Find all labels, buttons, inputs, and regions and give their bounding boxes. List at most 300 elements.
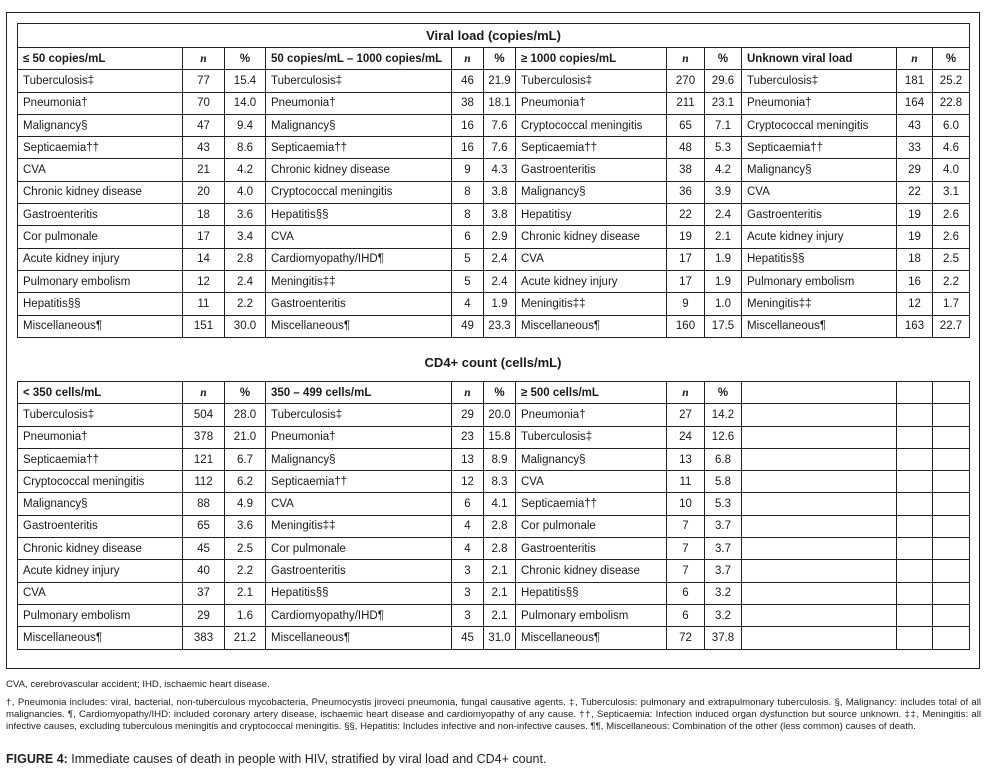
percent-cell: 20.0 [484, 404, 516, 426]
cause-cell: Pneumonia† [18, 92, 183, 114]
n-cell: 4 [452, 538, 484, 560]
cause-cell: Gastroenteritis [266, 293, 452, 315]
percent-header: % [933, 48, 970, 70]
cause-cell: Hepatitisy [516, 204, 667, 226]
table-row [18, 159, 970, 181]
cause-cell: Tuberculosis‡ [516, 70, 667, 92]
percent-cell: 28.0 [225, 404, 266, 426]
cause-cell: Meningitis‡‡ [266, 515, 452, 537]
n-cell: 112 [183, 471, 225, 493]
cause-cell: Malignancy§ [266, 448, 452, 470]
cause-cell: Cryptococcal meningitis [18, 471, 183, 493]
percent-cell: 2.2 [225, 293, 266, 315]
cause-cell: Tuberculosis‡ [266, 404, 452, 426]
n-cell: 40 [183, 560, 225, 582]
percent-cell: 2.8 [484, 538, 516, 560]
n-cell: 6 [667, 582, 705, 604]
table-row [18, 92, 970, 114]
n-cell: 47 [183, 114, 225, 136]
n-cell: 16 [897, 270, 933, 292]
viral-load-table [17, 23, 970, 338]
n-cell [897, 604, 933, 626]
cause-cell: CVA [516, 471, 667, 493]
cause-cell: Tuberculosis‡ [516, 426, 667, 448]
cause-cell [742, 604, 897, 626]
n-cell: 164 [897, 92, 933, 114]
cause-cell: Gastroenteritis [742, 204, 897, 226]
percent-cell: 14.2 [705, 404, 742, 426]
cause-cell [742, 471, 897, 493]
percent-cell: 2.1 [484, 582, 516, 604]
figure-caption-text: Immediate causes of death in people with HIV, stratified by viral load and CD4+ count. [67, 752, 547, 766]
table-row [18, 404, 970, 426]
percent-cell: 31.0 [484, 627, 516, 649]
percent-cell: 7.6 [484, 137, 516, 159]
percent-cell: 21.2 [225, 627, 266, 649]
percent-cell: 4.0 [933, 159, 970, 181]
percent-cell: 22.8 [933, 92, 970, 114]
table-row [18, 137, 970, 159]
n-cell: 12 [183, 270, 225, 292]
cause-cell: Hepatitis§§ [742, 248, 897, 270]
group-header: ≥ 500 cells/mL [516, 382, 667, 404]
n-header: n [452, 48, 484, 70]
cause-cell: Pneumonia† [742, 92, 897, 114]
percent-cell: 4.6 [933, 137, 970, 159]
table-row [18, 248, 970, 270]
n-cell: 8 [452, 204, 484, 226]
header-row [18, 382, 970, 404]
group-header: 50 copies/mL – 1000 copies/mL [266, 48, 452, 70]
percent-cell: 15.8 [484, 426, 516, 448]
cause-cell: CVA [742, 181, 897, 203]
percent-cell: 30.0 [225, 315, 266, 337]
percent-cell: 3.1 [933, 181, 970, 203]
percent-cell: 18.1 [484, 92, 516, 114]
n-cell: 29 [452, 404, 484, 426]
n-cell: 88 [183, 493, 225, 515]
cause-cell: Miscellaneous¶ [266, 627, 452, 649]
n-cell [897, 426, 933, 448]
table-row [18, 426, 970, 448]
n-cell: 8 [452, 181, 484, 203]
table-row [18, 181, 970, 203]
cause-cell: Pulmonary embolism [742, 270, 897, 292]
percent-cell: 4.0 [225, 181, 266, 203]
n-cell: 10 [667, 493, 705, 515]
n-cell: 33 [897, 137, 933, 159]
percent-cell: 37.8 [705, 627, 742, 649]
n-cell: 72 [667, 627, 705, 649]
n-cell: 19 [897, 226, 933, 248]
viral_load-title-row [18, 24, 970, 48]
percent-cell: 25.2 [933, 70, 970, 92]
cause-cell: Septicaemia†† [266, 471, 452, 493]
n-cell: 46 [452, 70, 484, 92]
cause-cell [742, 560, 897, 582]
table-row [18, 226, 970, 248]
percent-cell: 15.4 [225, 70, 266, 92]
cause-cell: Pulmonary embolism [18, 604, 183, 626]
n-cell: 11 [183, 293, 225, 315]
percent-header: % [705, 382, 742, 404]
n-cell [897, 515, 933, 537]
percent-cell: 1.9 [484, 293, 516, 315]
cause-cell: Miscellaneous¶ [516, 315, 667, 337]
percent-cell: 4.1 [484, 493, 516, 515]
cause-cell: Meningitis‡‡ [742, 293, 897, 315]
percent-cell: 3.7 [705, 560, 742, 582]
table-row [18, 114, 970, 136]
percent-cell: 6.8 [705, 448, 742, 470]
cause-cell: Pulmonary embolism [18, 270, 183, 292]
cause-cell: Chronic kidney disease [266, 159, 452, 181]
percent-header [933, 382, 970, 404]
n-cell: 38 [452, 92, 484, 114]
table-row [18, 448, 970, 470]
table-row [18, 315, 970, 337]
n-cell: 65 [667, 114, 705, 136]
percent-cell: 1.9 [705, 248, 742, 270]
cause-cell: Tuberculosis‡ [18, 70, 183, 92]
cause-cell: Miscellaneous¶ [742, 315, 897, 337]
percent-cell: 3.6 [225, 204, 266, 226]
percent-cell [933, 471, 970, 493]
percent-cell: 1.6 [225, 604, 266, 626]
percent-header: % [225, 48, 266, 70]
cause-cell: Acute kidney injury [516, 270, 667, 292]
table-row [18, 471, 970, 493]
cause-cell: Tuberculosis‡ [18, 404, 183, 426]
n-header: n [452, 382, 484, 404]
cause-cell: Cardiomyopathy/IHD¶ [266, 248, 452, 270]
n-cell: 43 [897, 114, 933, 136]
n-cell: 43 [183, 137, 225, 159]
cause-cell: Cryptococcal meningitis [516, 114, 667, 136]
cause-cell: Tuberculosis‡ [266, 70, 452, 92]
n-header: n [667, 48, 705, 70]
cause-cell: Miscellaneous¶ [516, 627, 667, 649]
n-cell: 7 [667, 538, 705, 560]
percent-cell [933, 582, 970, 604]
n-cell: 6 [452, 226, 484, 248]
percent-cell: 3.2 [705, 582, 742, 604]
n-cell: 6 [452, 493, 484, 515]
percent-cell: 4.3 [484, 159, 516, 181]
percent-cell: 2.4 [484, 270, 516, 292]
cause-cell [742, 582, 897, 604]
cause-cell: Septicaemia†† [18, 448, 183, 470]
n-cell: 36 [667, 181, 705, 203]
n-cell: 13 [452, 448, 484, 470]
n-cell: 16 [452, 114, 484, 136]
percent-cell: 3.8 [484, 181, 516, 203]
percent-header: % [225, 382, 266, 404]
group-header: ≥ 1000 copies/mL [516, 48, 667, 70]
percent-cell: 2.2 [933, 270, 970, 292]
n-cell: 151 [183, 315, 225, 337]
cause-cell: Gastroenteritis [266, 560, 452, 582]
n-cell: 18 [897, 248, 933, 270]
cause-cell: Pneumonia† [266, 426, 452, 448]
cd4-count-table [17, 381, 970, 650]
percent-cell: 2.1 [484, 604, 516, 626]
percent-cell [933, 404, 970, 426]
cause-cell: Septicaemia†† [516, 137, 667, 159]
n-cell: 211 [667, 92, 705, 114]
n-cell: 29 [897, 159, 933, 181]
n-cell: 49 [452, 315, 484, 337]
cause-cell [742, 627, 897, 649]
n-cell: 21 [183, 159, 225, 181]
table-row [18, 293, 970, 315]
n-cell [897, 560, 933, 582]
cause-cell: Pulmonary embolism [516, 604, 667, 626]
percent-cell: 7.1 [705, 114, 742, 136]
group-header: Unknown viral load [742, 48, 897, 70]
percent-cell: 3.9 [705, 181, 742, 203]
percent-cell [933, 426, 970, 448]
cause-cell: Malignancy§ [266, 114, 452, 136]
n-cell: 121 [183, 448, 225, 470]
n-cell: 7 [667, 515, 705, 537]
group-header [742, 382, 897, 404]
cause-cell: Malignancy§ [516, 181, 667, 203]
abbreviations-note: CVA, cerebrovascular accident; IHD, ischaemic heart disease. [6, 679, 270, 690]
percent-cell: 3.6 [225, 515, 266, 537]
percent-cell: 5.8 [705, 471, 742, 493]
n-cell: 5 [452, 248, 484, 270]
n-cell: 383 [183, 627, 225, 649]
cause-cell: Acute kidney injury [18, 560, 183, 582]
percent-cell: 12.6 [705, 426, 742, 448]
n-cell: 16 [452, 137, 484, 159]
percent-cell: 9.4 [225, 114, 266, 136]
cause-cell: Pneumonia† [516, 92, 667, 114]
cause-cell: Acute kidney injury [18, 248, 183, 270]
percent-cell: 4.2 [225, 159, 266, 181]
n-header: n [667, 382, 705, 404]
cause-cell: Septicaemia†† [742, 137, 897, 159]
percent-cell: 2.5 [933, 248, 970, 270]
percent-cell: 4.2 [705, 159, 742, 181]
cause-cell [742, 538, 897, 560]
percent-cell: 2.4 [705, 204, 742, 226]
n-cell: 27 [667, 404, 705, 426]
footnotes: †, Pneumonia includes: viral, bacterial, non-tuberculous mycobacteria, Pneumocystis jiroveci pneumonia, fungal causative agents. ‡, Tuberculosis: pulmonary and extrapulmonary tuberculosis. §, Malignancy: includes total of all malignancies. ¶, Cardiomyopathy/IHD: included coronary artery disease, ischaemic heart disease and cardiomyopathy of any cause. ††, Septicaemia: Infection induced organ dysfunction but source unknown. ‡‡, Meningitis: all infective causes, excluding tuberculous meningitis and cryptococcal meningitis. §§, Hepatitis: Includes infective and non-infective causes. ¶¶, Miscellaneous: Combination of the other (less common) causes of death. [6, 697, 981, 733]
n-cell: 270 [667, 70, 705, 92]
cause-cell: Cor pulmonale [18, 226, 183, 248]
table-row [18, 627, 970, 649]
table-row [18, 204, 970, 226]
percent-cell: 6.0 [933, 114, 970, 136]
percent-cell: 2.6 [933, 226, 970, 248]
percent-header: % [484, 382, 516, 404]
table-row [18, 270, 970, 292]
table-row [18, 604, 970, 626]
n-cell: 23 [452, 426, 484, 448]
cause-cell: Cor pulmonale [266, 538, 452, 560]
cause-cell: CVA [18, 582, 183, 604]
n-cell: 378 [183, 426, 225, 448]
table-row [18, 560, 970, 582]
n-cell: 13 [667, 448, 705, 470]
percent-cell: 5.3 [705, 493, 742, 515]
n-cell: 48 [667, 137, 705, 159]
n-cell: 70 [183, 92, 225, 114]
percent-cell [933, 560, 970, 582]
percent-cell: 2.5 [225, 538, 266, 560]
percent-cell [933, 627, 970, 649]
n-cell: 12 [452, 471, 484, 493]
n-cell: 3 [452, 560, 484, 582]
n-header: n [897, 48, 933, 70]
group-header: ≤ 50 copies/mL [18, 48, 183, 70]
n-cell [897, 404, 933, 426]
percent-cell: 2.8 [225, 248, 266, 270]
percent-cell: 2.4 [484, 248, 516, 270]
percent-cell [933, 538, 970, 560]
percent-cell: 3.4 [225, 226, 266, 248]
cause-cell: Pneumonia† [516, 404, 667, 426]
table-row [18, 515, 970, 537]
cause-cell: Meningitis‡‡ [516, 293, 667, 315]
n-header: n [183, 382, 225, 404]
n-cell: 17 [667, 270, 705, 292]
cause-cell: Septicaemia†† [266, 137, 452, 159]
percent-cell: 1.9 [705, 270, 742, 292]
cd4-section-title: CD4+ count (cells/mL) [424, 355, 562, 370]
percent-cell: 2.1 [705, 226, 742, 248]
n-cell: 5 [452, 270, 484, 292]
cause-cell: Hepatitis§§ [266, 582, 452, 604]
cause-cell: Tuberculosis‡ [742, 70, 897, 92]
n-cell [897, 582, 933, 604]
cause-cell: Gastroenteritis [18, 515, 183, 537]
cause-cell: CVA [516, 248, 667, 270]
cause-cell: Gastroenteritis [516, 538, 667, 560]
percent-header: % [484, 48, 516, 70]
cause-cell: Chronic kidney disease [18, 538, 183, 560]
n-cell: 17 [667, 248, 705, 270]
n-cell: 17 [183, 226, 225, 248]
cause-cell: Malignancy§ [18, 114, 183, 136]
percent-cell: 1.0 [705, 293, 742, 315]
n-cell: 38 [667, 159, 705, 181]
n-cell: 19 [667, 226, 705, 248]
n-cell: 6 [667, 604, 705, 626]
percent-cell: 8.9 [484, 448, 516, 470]
n-cell: 37 [183, 582, 225, 604]
percent-cell: 21.0 [225, 426, 266, 448]
n-cell: 7 [667, 560, 705, 582]
percent-cell: 8.3 [484, 471, 516, 493]
percent-cell: 23.1 [705, 92, 742, 114]
n-cell: 504 [183, 404, 225, 426]
percent-cell: 2.2 [225, 560, 266, 582]
viral_load-section-title: Viral load (copies/mL) [18, 24, 970, 48]
percent-cell: 21.9 [484, 70, 516, 92]
percent-cell: 1.7 [933, 293, 970, 315]
n-header: n [183, 48, 225, 70]
n-cell: 65 [183, 515, 225, 537]
cause-cell: Hepatitis§§ [18, 293, 183, 315]
cause-cell [742, 426, 897, 448]
cause-cell: CVA [18, 159, 183, 181]
table-row [18, 70, 970, 92]
n-cell: 14 [183, 248, 225, 270]
cause-cell [742, 493, 897, 515]
figure-label: FIGURE 4: [6, 752, 68, 766]
percent-cell: 2.1 [225, 582, 266, 604]
n-cell [897, 538, 933, 560]
percent-cell: 2.8 [484, 515, 516, 537]
table-row [18, 582, 970, 604]
n-cell: 19 [897, 204, 933, 226]
percent-cell: 3.7 [705, 515, 742, 537]
n-cell: 22 [667, 204, 705, 226]
cause-cell: Septicaemia†† [516, 493, 667, 515]
n-cell: 22 [897, 181, 933, 203]
percent-cell [933, 493, 970, 515]
percent-cell [933, 515, 970, 537]
cause-cell: Miscellaneous¶ [18, 627, 183, 649]
cause-cell: Pneumonia† [266, 92, 452, 114]
n-cell: 45 [183, 538, 225, 560]
n-cell: 29 [183, 604, 225, 626]
cause-cell [742, 404, 897, 426]
cause-cell: Cor pulmonale [516, 515, 667, 537]
n-cell [897, 471, 933, 493]
n-cell: 9 [667, 293, 705, 315]
cause-cell: Pneumonia† [18, 426, 183, 448]
n-cell: 11 [667, 471, 705, 493]
header-row [18, 48, 970, 70]
percent-cell: 14.0 [225, 92, 266, 114]
percent-cell [933, 448, 970, 470]
n-cell: 18 [183, 204, 225, 226]
cause-cell: CVA [266, 226, 452, 248]
percent-header: % [705, 48, 742, 70]
n-cell: 77 [183, 70, 225, 92]
percent-cell: 3.2 [705, 604, 742, 626]
cause-cell: Hepatitis§§ [516, 582, 667, 604]
cause-cell: Cryptococcal meningitis [266, 181, 452, 203]
percent-cell: 3.7 [705, 538, 742, 560]
group-header: < 350 cells/mL [18, 382, 183, 404]
n-cell [897, 448, 933, 470]
percent-cell: 2.9 [484, 226, 516, 248]
percent-cell: 7.6 [484, 114, 516, 136]
n-cell: 160 [667, 315, 705, 337]
percent-cell: 6.7 [225, 448, 266, 470]
n-cell: 4 [452, 293, 484, 315]
percent-cell: 8.6 [225, 137, 266, 159]
cause-cell: Cryptococcal meningitis [742, 114, 897, 136]
cause-cell: CVA [266, 493, 452, 515]
cause-cell: Malignancy§ [516, 448, 667, 470]
group-header: 350 – 499 cells/mL [266, 382, 452, 404]
percent-cell: 29.6 [705, 70, 742, 92]
cause-cell [742, 515, 897, 537]
cause-cell: Chronic kidney disease [516, 226, 667, 248]
cause-cell: Malignancy§ [742, 159, 897, 181]
cause-cell: Malignancy§ [18, 493, 183, 515]
n-cell: 3 [452, 604, 484, 626]
percent-cell: 2.1 [484, 560, 516, 582]
cause-cell: Miscellaneous¶ [18, 315, 183, 337]
percent-cell: 22.7 [933, 315, 970, 337]
